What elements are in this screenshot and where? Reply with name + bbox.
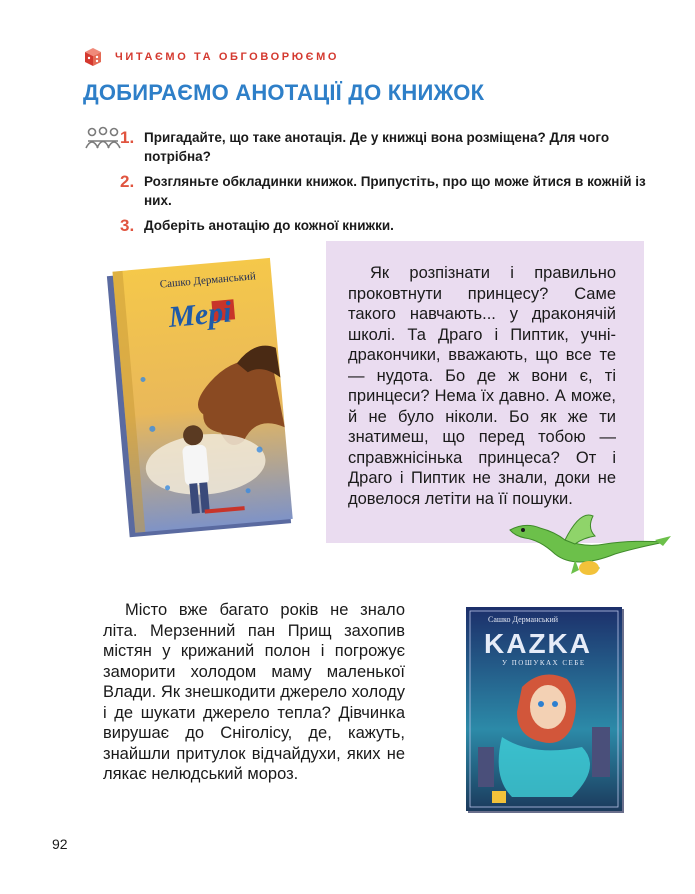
annotation-1-text: Як розпізнати і правильно проковтнути принцесу? Саме такого навчають... у драконячій школі. Та Драго і Пиптик, учні-дракончики, вважають, що все те — нудота. Бо де ж вони є, ті принцеси? Нема їх давно. А може, й не було ніколи. Бо як же ти знатимеш, що перед тобою — справжнісінька принцеса? От і Драго і Пиптик не знали, доки не довелося летіти на її пошуки. [348,264,616,508]
book-cover-kazka [462,607,634,817]
task-text: Розгляньте обкладинки книжок. Припустіть, про що може йтися в кожній із них. [144,174,646,208]
task-item [120,216,650,235]
book2-subtitle: У ПОШУКАХ СЕБЕ [502,659,586,667]
dice-icon [83,47,103,67]
group-discussion-icon [84,126,122,152]
book1-title: Мері [167,295,233,334]
task-number: 1. [120,128,135,147]
task-list [120,128,650,241]
task-item [120,128,650,166]
page-number: 92 [52,836,68,852]
task-item [120,172,650,210]
annotation-2 [103,600,405,785]
task-text: Пригадайте, що таке анотація. Де у книжці вона розміщена? Для чого потрібна? [144,130,610,164]
dragon-illustration [505,510,673,588]
book2-author: Сашко Дерманський [488,615,558,624]
book-cover-meri [90,255,300,545]
book2-title: KAZKA [484,628,592,659]
section-label-text: ЧИТАЄМО ТА ОБГОВОРЮЄМО [115,51,339,63]
book1-author: Сашко Дерманський [159,270,257,291]
annotation-2-text: Місто вже багато років не знало літа. Мерзенний пан Прищ захопив містян у крижаний полон і погрожує заморити холодом маму маленької Влади. Як знешкодити джерело холоду і де шукати джерело тепла? Дівчинка вирушає до Сніголісу, де, кажуть, знайшли притулок відчайдухи, яких не лякає нелюдський мороз. [103,601,405,783]
task-text: Доберіть анотацію до кожної книжки. [144,218,394,233]
section-label [83,47,339,67]
task-number: 2. [120,172,135,191]
task-number: 3. [120,216,135,235]
page-title: ДОБИРАЄМО АНОТАЦІЇ ДО КНИЖОК [83,80,485,105]
annotation-1 [348,263,616,509]
